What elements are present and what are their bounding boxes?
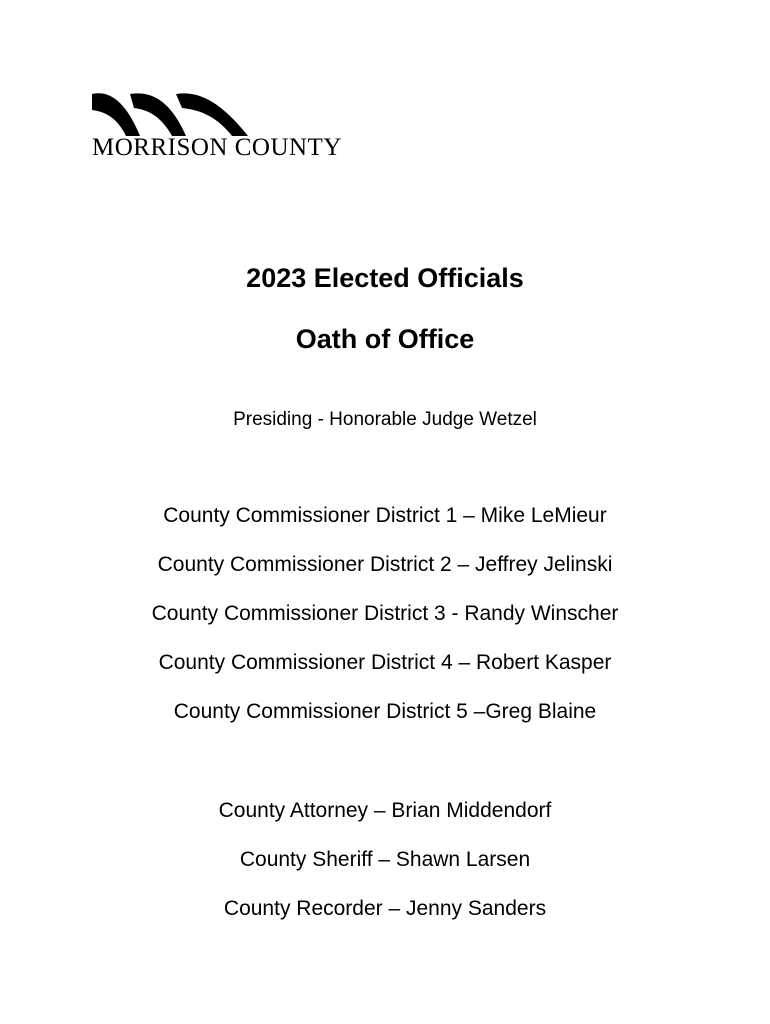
county-attorney: County Attorney – Brian Middendorf — [218, 799, 552, 822]
county-recorder: County Recorder – Jenny Sanders — [223, 897, 547, 920]
logo-arches-icon — [92, 92, 252, 136]
page-title: 2023 Elected Officials — [246, 263, 524, 293]
logo-text: MORRISON COUNTY — [92, 134, 342, 161]
commissioner-district-3: County Commissioner District 3 - Randy Winscher — [151, 602, 619, 625]
commissioner-district-5: County Commissioner District 5 –Greg Blaine — [173, 700, 597, 723]
commissioner-district-2: County Commissioner District 2 – Jeffrey Jelinski — [157, 553, 613, 576]
page-subtitle: Oath of Office — [295, 324, 475, 354]
commissioner-district-1: County Commissioner District 1 – Mike LeMieur — [163, 504, 607, 527]
morrison-county-logo — [92, 92, 437, 162]
presiding-judge: Presiding - Honorable Judge Wetzel — [233, 409, 537, 430]
commissioner-district-4: County Commissioner District 4 – Robert Kasper — [158, 651, 612, 674]
county-sheriff: County Sheriff – Shawn Larsen — [239, 848, 531, 871]
